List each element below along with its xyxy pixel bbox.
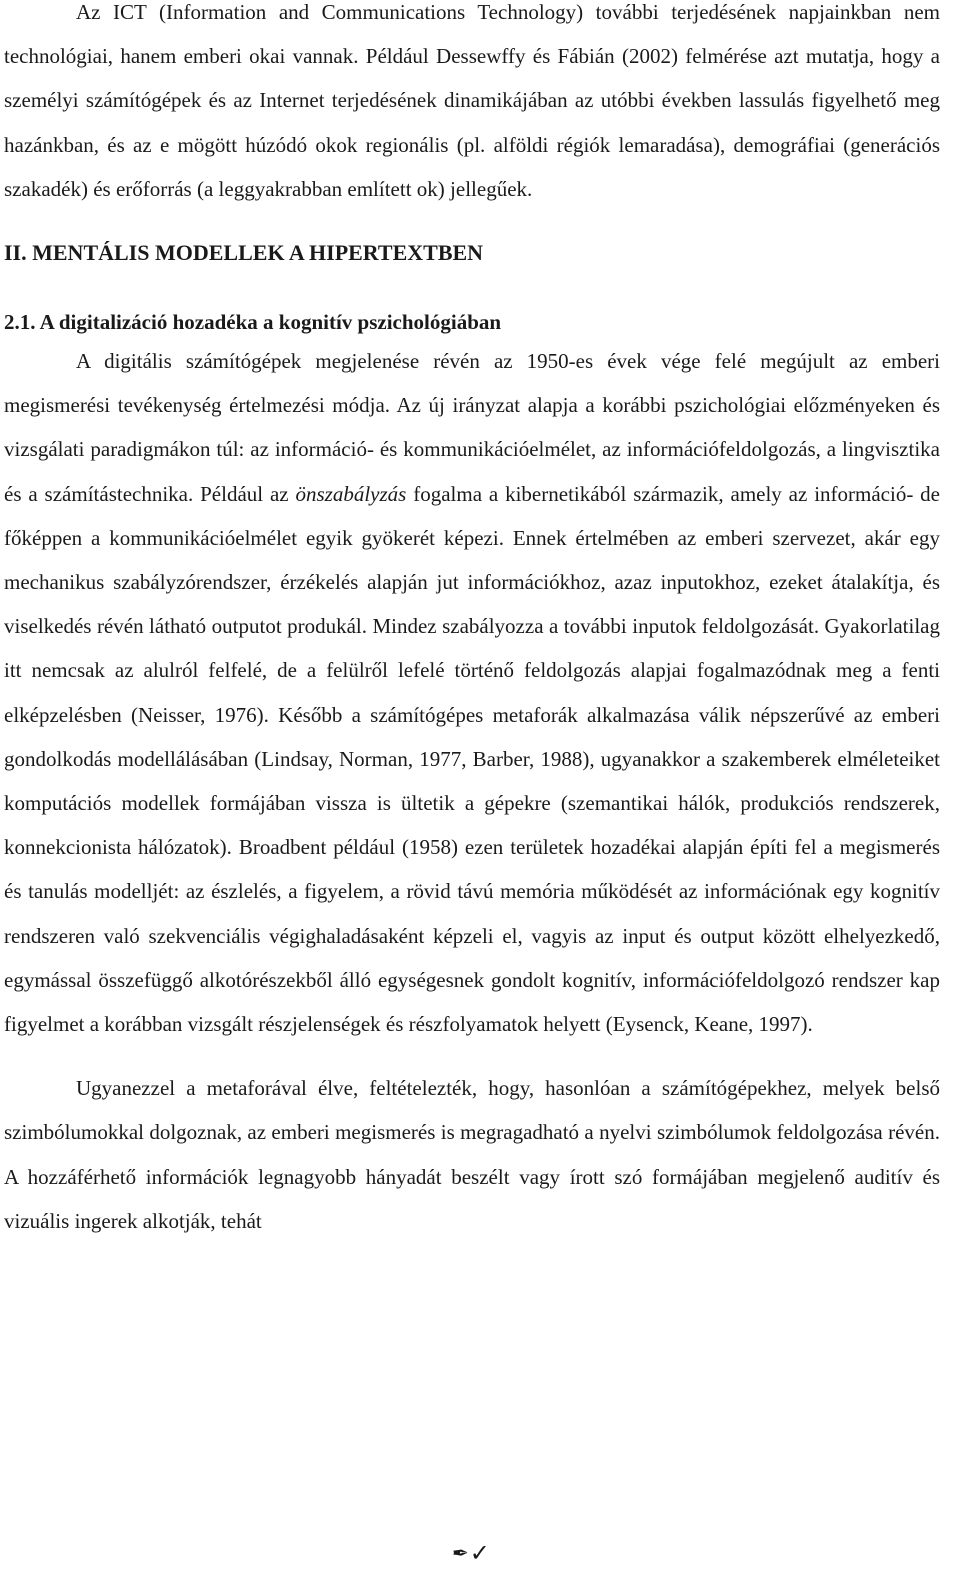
paragraph-ict: Az ICT (Information and Communications Technology) további terjedésének napjainkban nem technológiai, hanem emberi okai vannak. Például Dessewffy és Fábián (2002) felmérése azt mutatja, hogy a személyi számítógépek és az Internet terjedésének dinamikájában az utóbbi években lassulás figyelhető meg hazánkban, és az e mögött húzódó okok regionális (pl. alföldi régiók lemaradása), demográfiai (generációs szakadék) és erőforrás (a leggyakrabban említett ok) jellegűek. (4, 0, 940, 201)
paragraph-text-before-italic: A digitális számítógépek megjelenése révén az 1950-es évek vége felé megújult az emberi megismerési tevékenység értelmezési módja. Az új irányzat alapja a korábbi pszichológiai előzményeken és vizsgálati paradigmákon túl: az információ- és kommunikációelmélet, az információfeldolgozás, a lingvisztika és a számítástechnika. Például az (4, 349, 940, 506)
section-heading: II. MENTÁLIS MODELLEK A HIPERTEXTBEN (4, 240, 484, 266)
paragraph-digitalization (4, 339, 940, 1046)
subsection-heading: 2.1. A digitalizáció hozadéka a kognitív pszichológiában (4, 310, 502, 335)
paragraph-text-after-italic: fogalma a kibernetikából származik, amely az információ- de főképpen a kommunikációelmélet egyik gyökerét képezi. Ennek értelmében az emberi szervezet, akár egy mechanikus szabályzórendszer, érzékelés alapján jut információkhoz, azaz inputokhoz, ezeket átalakítja, és viselkedés révén látható outputot produkál. Mindez szabályozza a további inputok feldolgozását. Gyakorlatilag itt nemcsak az alulról felfelé, de a felülről lefelé történő feldolgozás alapjai fogalmazódnak meg a fenti elképzelésben (Neisser, 1976). Később a számítógépes metaforák alkalmazása válik népszerűvé az emberi gondolkodás modellálásában (Lindsay, Norman, 1977, Barber, 1988), ugyanakkor a szakemberek elméleteiket komputációs modellek formájában vissza is ültetik a gépekre (szemantikai hálók, produkciós rendszerek, konnekcionista hálózatok). Broadbent például (1958) ezen területek hozadékai alapján építi fel a megismerés és tanulás modelljét: az észlelés, a figyelem, a rövid távú memória működését az információnak egy kognitív rendszeren való szekvenciális végighaladásaként képzeli el, vagyis az input és output között elhelyezkedő, egymással összefüggő alkotórészekből álló egységesnek gondolt kognitív, információfeldolgozó rendszer kap figyelmet a korábban vizsgált részjelenségek és részfolyamatok helyett (Eysenck, Keane, 1997). (4, 481, 941, 1037)
page-footer-mark (452, 1537, 490, 1568)
emphasis-term: önszabályzás (295, 481, 407, 506)
pen-nib-icon: ✒ (452, 1541, 469, 1565)
document-page (4, 0, 940, 1243)
paragraph-metaphor: Ugyanezzel a metaforával élve, feltételezték, hogy, hasonlóan a számítógépekhez, melyek belső szimbólumokkal dolgoznak, az emberi megismerés is megragadható a nyelvi szimbólumok feldolgozása révén. A hozzáférhető információk legnagyobb hányadát beszélt vagy írott szó formájában megjelenő auditív és vizuális ingerek alkotják, tehát (4, 1076, 940, 1233)
check-mark-icon: ✓ (469, 1539, 490, 1567)
